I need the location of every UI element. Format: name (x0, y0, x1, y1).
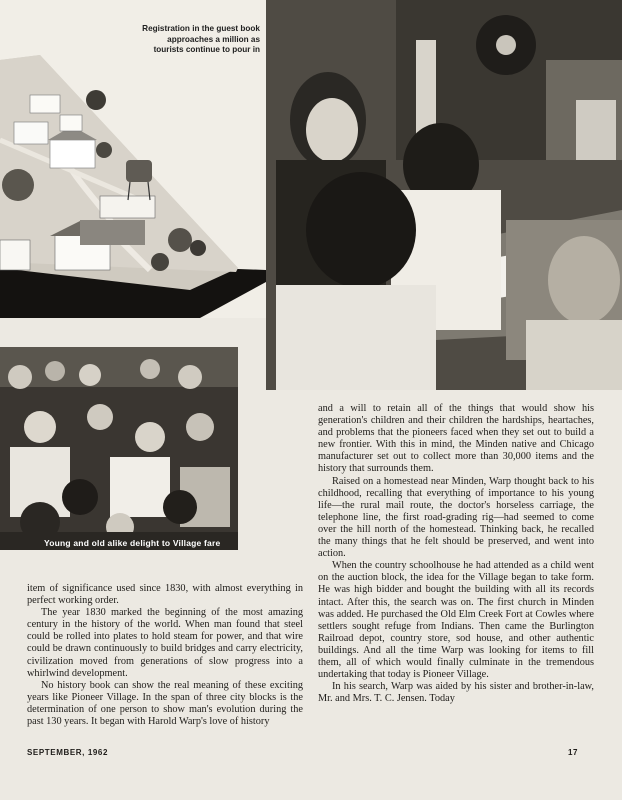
issue-date: SEPTEMBER, 1962 (27, 748, 109, 757)
registration-photo (266, 0, 622, 390)
crowd-photo (0, 347, 238, 550)
article-column-right (318, 403, 594, 705)
caption-crowd: Young and old alike delight to Village fare (44, 538, 221, 548)
article-paragraph: No history book can show the real meaning of these exciting years like Pioneer Village. In the span of three city blocks is the determination of one person to show man's evolution during the past 130 years. It began with Harold Warp's love of history (27, 679, 303, 728)
article-paragraph: Raised on a homestead near Minden, Warp thought back to his childhood, recalling that everything of importance to his young life—the rural mail route, the doctor's horseless carriage, the telephone line, the first road-grading rig—had seemed to come over the hill north of the homestead. Thinking back, he recalled the many things that he felt should be preserved, and went into action. (318, 475, 594, 560)
caption-registration: Registration in the guest book approaches a million as tourists continue to pour in (142, 24, 260, 54)
article-paragraph: The year 1830 marked the beginning of the most amazing century in the history of the world. When man found that steel could be rolled into plates to hold steam for power, and that wire could be drawn continuously to build bridges and carry electricity, civilization moved from generations of slow progress into a whirlwind development. (27, 607, 303, 679)
article-paragraph: and a will to retain all of the things that would show his generation's children and their children the hardships, heartaches, and problems that the pioneers faced when they set out to build a new frontier. With this in mind, the Minden native and Chicago manufacturer set out to collect more than 30,000 items and the history that surrounds them. (318, 403, 594, 475)
article-paragraph: item of significance used since 1830, with almost everything in perfect working order. (27, 583, 303, 607)
page-number: 17 (568, 748, 579, 757)
article-paragraph: When the country schoolhouse he had attended as a child went on the auction block, the idea for the Village began to take form. He was high bidder and bought the building with all its records intact. After this, the search was on. The first church in Minden was added. He purchased the Old Elm Creek Fort at Cowles where settlers sought refuge from Indians. Then came the Burlington Railroad depot, country store, sod house, and other authentic buildings. And all the time Warp was looking for items to fill them, all of which would finally culminate in the tremendous undertaking that today is Pioneer Village. (318, 560, 594, 681)
article-column-left (27, 583, 303, 728)
article-paragraph: In his search, Warp was aided by his sister and brother-in-law, Mr. and Mrs. T. C. Jensen. Today (318, 681, 594, 705)
